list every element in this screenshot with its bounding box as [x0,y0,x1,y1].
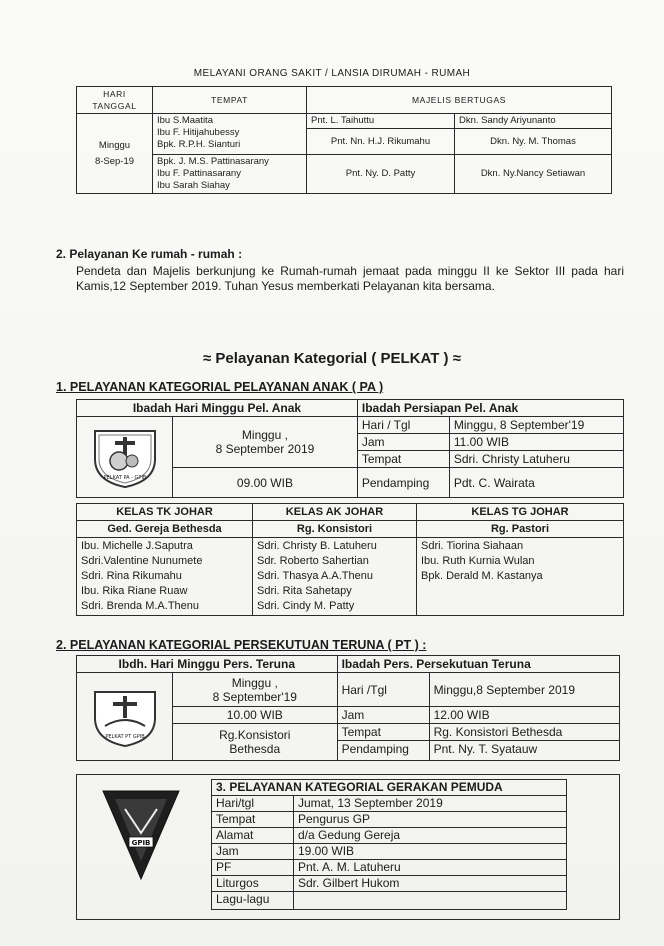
gp-row-value [294,892,567,910]
kelas-place: Rg. Konsistori [253,521,417,538]
kelas-name: Sdri. Brenda M.A.Thenu [81,600,200,612]
kelas-name: Sdri. Cindy M. Patty [257,600,355,612]
kelas-names [417,538,624,616]
kelas-name: Bpk. Derald M. Kastanya [421,570,543,582]
kelas-title: KELAS AK JOHAR [253,504,417,521]
gp-row-value: Pengurus GP [294,812,567,828]
sakit-tanggal: 8-Sep-19 [94,155,135,167]
pa-row-value: Sdri. Christy Latuheru [449,451,623,468]
gp-triangle-icon [101,789,181,881]
gp-heading: 3. PELAYANAN KATEGORIAL GERAKAN PEMUDA [212,780,567,796]
gp-row-value: 19.00 WIB [294,844,567,860]
kelas-place: Rg. Pastori [417,521,624,538]
pa-logo-text: PELKAT PA - GPIB [103,475,146,481]
kelas-place: Ged. Gereja Bethesda [77,521,253,538]
tempat-name: Ibu S.Maatita [157,115,213,126]
pa-left-time: 09.00 WIB [173,468,358,498]
pa-row-value: Pdt. C. Wairata [449,468,623,498]
kelas-name: Sdri.Valentine Nunumete [81,555,203,567]
majelis-cell: Dkn. Sandy Ariyunanto [455,114,612,129]
col-majelis: MAJELIS BERTUGAS [307,87,612,114]
pt-row-label: Hari /Tgl [337,673,429,707]
pa-heading: 1. PELAYANAN KATEGORIAL PELAYANAN ANAK ( PA ) [56,380,384,394]
sakit-table [76,86,612,194]
pt-row-value: 12.00 WIB [429,707,619,724]
majelis-cell: Dkn. Ny. M. Thomas [455,129,612,155]
gp-row-label: Lagu-lagu [212,892,294,910]
tempat-name: Ibu F. Hitijahubessy [157,127,240,138]
pt-right-title: Ibadah Pers. Persekutuan Teruna [337,656,619,673]
pt-shield-icon [85,686,165,748]
gp-row-label: Liturgos [212,876,294,892]
pa-shield-icon [85,425,165,489]
pt-row-label: Jam [337,707,429,724]
pa-table [76,399,624,498]
pt-row-value: Rg. Konsistori Bethesda [429,724,619,741]
pa-row-label: Pendamping [357,468,449,498]
pa-left-date-cell [173,417,358,468]
pa-row-value: 11.00 WIB [449,434,623,451]
gp-logo [101,789,181,886]
tempat-name: Ibu Sarah Siahay [157,180,230,191]
gp-row-value: Pnt. A. M. Latuheru [294,860,567,876]
pt-row-value: Pnt. Ny. T. Syatauw [429,741,619,761]
sakit-title: MELAYANI ORANG SAKIT / LANSIA DIRUMAH - RUMAH [193,68,471,79]
sakit-hari: Minggu [98,139,131,151]
col-tempat: TEMPAT [153,87,307,114]
pa-kelas-table [76,503,624,616]
rumah-body: Pendeta dan Majelis berkunjung ke Rumah-rumah jemaat pada minggu II ke Sektor III pada hari Kamis,12 September 2019. Tuhan Yesus memberkati Pelayanan kita bersama. [76,264,624,293]
sakit-tempat-1 [153,114,307,155]
majelis-cell: Pnt. L. Taihuttu [307,114,455,129]
pt-row-value: Minggu,8 September 2019 [429,673,619,707]
gp-row-value: Jumat, 13 September 2019 [294,796,567,812]
kelas-name: Sdri. Christy B. Latuheru [257,540,377,552]
gp-row-label: PF [212,860,294,876]
pt-table [76,655,620,761]
kelas-names [77,538,253,616]
gp-box [76,774,620,920]
pt-logo-text: PELKAT PT GPIB [104,733,145,740]
pa-left-title: Ibadah Hari Minggu Pel. Anak [77,400,358,417]
pelkat-pa-logo [81,425,168,489]
rumah-heading: 2. Pelayanan Ke rumah - rumah : [56,247,243,261]
pa-row-value: Minggu, 8 September'19 [449,417,623,434]
kelas-name: Ibu. Ruth Kurnia Wulan [421,555,535,567]
pt-logo-cell [77,673,173,761]
gp-row-label: Hari/tgl [212,796,294,812]
tempat-name: Bpk. R.P.H. Sianturi [157,139,241,150]
majelis-cell: Pnt. Ny. D. Patty [307,155,455,194]
col-hari-tanggal: HARI TANGGAL [77,87,153,114]
tempat-name: Bpk. J. M.S. Pattinasarany [157,156,269,167]
pa-row-label: Hari / Tgl [357,417,449,434]
pt-heading: 2. PELAYANAN KATEGORIAL PERSEKUTUAN TERUNA ( PT ) : [56,638,427,652]
pt-place-line: Rg.Konsistori [219,728,291,742]
kelas-name: Sdri. Thasya A.A.Thenu [257,570,373,582]
gp-row-label: Alamat [212,828,294,844]
pa-left-day: Minggu , [241,428,288,442]
pt-left-title: Ibdh. Hari Minggu Pers. Teruna [77,656,338,673]
gp-row-value: d/a Gedung Gereja [294,828,567,844]
pa-logo-cell [77,417,173,498]
kelas-name: Sdri. Rina Rikumahu [81,570,182,582]
pt-left-time: 10.00 WIB [173,707,338,724]
kelas-name: Ibu. Rika Riane Ruaw [81,585,188,597]
pa-left-date: 8 September 2019 [215,442,315,456]
sakit-tempat-2 [153,155,307,194]
kelas-name: Sdri. Rita Sahetapy [257,585,352,597]
pa-row-label: Tempat [357,451,449,468]
kelas-name: Ibu. Michelle J.Saputra [81,540,193,552]
pt-place-line: Bethesda [229,742,281,756]
gp-row-value: Sdr. Gilbert Hukom [294,876,567,892]
tempat-name: Ibu F. Pattinasarany [157,168,241,179]
kelas-title: KELAS TK JOHAR [77,504,253,521]
pt-row-label: Tempat [337,724,429,741]
kelas-name: Sdri. Tiorina Siahaan [421,540,524,552]
majelis-cell: Dkn. Ny.Nancy Setiawan [455,155,612,194]
gp-table [211,779,567,910]
pt-left-date: 8 September'19 [212,689,297,704]
pt-left-place [173,724,338,761]
pt-left-date-cell [173,673,338,707]
pa-row-label: Jam [357,434,449,451]
gp-logo-text: GPIB [131,839,151,847]
gp-row-label: Tempat [212,812,294,828]
pt-left-day: Minggu , [231,675,278,690]
kelas-title: KELAS TG JOHAR [417,504,624,521]
pelkat-pt-logo [81,686,168,748]
sakit-date-cell [77,114,153,194]
pt-row-label: Pendamping [337,741,429,761]
gp-row-label: Jam [212,844,294,860]
pelkat-title: ≈ Pelayanan Kategorial ( PELKAT ) ≈ [203,350,461,367]
kelas-names [253,538,417,616]
pa-right-title: Ibadah Persiapan Pel. Anak [357,400,623,417]
majelis-cell: Pnt. Nn. H.J. Rikumahu [307,129,455,155]
kelas-name: Sdr. Roberto Sahertian [257,555,369,567]
